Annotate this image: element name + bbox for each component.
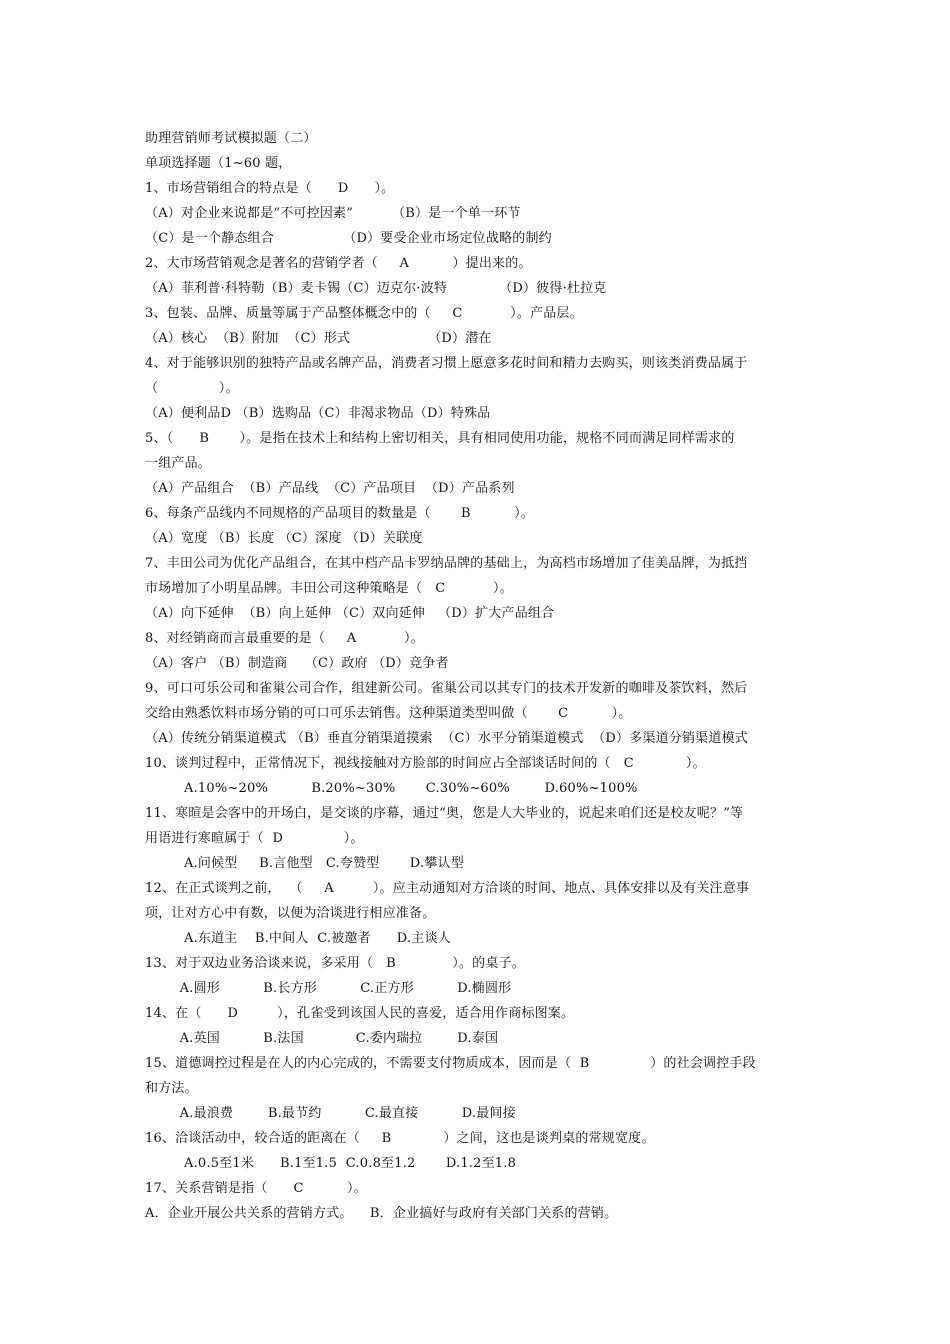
text-line: （A）向下延伸 （B）向上延伸 （C）双向延伸 （D）扩大产品组合 (145, 606, 555, 621)
text-line: 3、包装、品牌、质量等属于产品整体概念中的（ C ）。产品层。 (145, 306, 583, 321)
section-heading: 单项选择题（1~60 题， (145, 156, 292, 171)
text-line: （A）产品组合 （B）产品线 （C）产品项目 （D）产品系列 (145, 481, 515, 496)
text-line: 9、可口可乐公司和雀巢公司合作，组建新公司。雀巢公司以其专门的技术开发新的咖啡及茶饮料，然后 (145, 681, 748, 696)
text-line: （A）客户 （B）制造商 （C）政府 （D）竞争者 (145, 656, 449, 671)
text-line: A.最浪费 B.最节约 C.最直接 D.最间接 (145, 1106, 516, 1121)
text-line: 11、寒暄是会客中的开场白，是交谈的序幕，通过“奥，您是人大毕业的，说起来咱们还是校友呢？”等 (145, 806, 744, 821)
text-line: 项，让对方心中有数，以便为洽谈进行相应准备。 (145, 906, 436, 921)
text-line: 13、对于双边业务洽谈来说，多采用（ B ）。的桌子。 (145, 956, 525, 971)
text-line: （A）对企业来说都是“不可控因素” （B）是一个单一环节 (145, 206, 521, 221)
text-line: 市场增加了小明星品牌。丰田公司这种策略是（ C ）。 (145, 581, 513, 596)
text-line: 5、（ B ）。是指在技术上和结构上密切相关，具有相同使用功能，规格不同而满足同样需求的 (145, 431, 735, 446)
text-line: 17、关系营销是指（ C ）。 (145, 1181, 367, 1196)
text-line: 2、大市场营销观念是著名的营销学者（ A ）提出来的。 (145, 256, 532, 271)
text-line: 1、市场营销组合的特点是（ D ）。 (145, 181, 395, 196)
text-line: （A）便利品D （B）选购品（C）非渴求物品（D）特殊品 (145, 406, 491, 421)
text-line: A.英国 B.法国 C.委内瑞拉 D.泰国 (145, 1031, 499, 1046)
text-line: A.10%~20% B.20%~30% C.30%~60% D.60%~100% (145, 781, 638, 796)
text-line: （A）核心 （B）附加 （C）形式 （D）潜在 (145, 331, 492, 346)
text-line: 6、每条产品线内不同规格的产品项目的数量是（ B ）。 (145, 506, 534, 521)
text-line: 15、道德调控过程是在人的内心完成的，不需要支付物质成本，因而是（ B ）的社会调控手段 (145, 1056, 756, 1071)
text-line: A.问候型 B.言他型 C.夸赞型 D.攀认型 (145, 856, 464, 871)
text-line: 7、丰田公司为优化产品组合，在其中档产品卡罗纳品牌的基础上，为高档市场增加了佳美品牌，为抵挡 (145, 556, 748, 571)
text-line: （ ）。 (145, 381, 239, 396)
text-line: 12、在正式谈判之前， （ A ）。应主动通知对方洽谈的时间、地点、具体安排以及有关注意事 (145, 881, 750, 896)
text-line: （A）宽度 （B）长度 （C）深度 （D）关联度 (145, 531, 423, 546)
document-title: 助理营销师考试模拟题（二） (145, 131, 317, 146)
text-line: A.东道主 B.中间人 C.被邀者 D.主谈人 (145, 931, 451, 946)
text-line: 8、对经销商而言最重要的是（ A ）。 (145, 631, 424, 646)
text-line: 交给由熟悉饮料市场分销的可口可乐去销售。这种渠道类型叫做（ C ）。 (145, 706, 632, 721)
text-line: 和方法。 (145, 1081, 198, 1096)
text-line: （A）菲利普·科特勒（B）麦卡锡（C）迈克尔·波特 （D）彼得·杜拉克 (145, 281, 607, 296)
text-line: 16、洽谈活动中，较合适的距离在（ B ）之间，这也是谈判桌的常规宽度。 (145, 1131, 655, 1146)
text-line: 用语进行寒暄属于（ D ）。 (145, 831, 364, 846)
text-line: （C）是一个静态组合 （D）要受企业市场定位战略的制约 (145, 231, 552, 246)
text-line: 一组产品。 (145, 456, 212, 471)
text-line: A．企业开展公共关系的营销方式。 B．企业搞好与政府有关部门关系的营销。 (145, 1206, 618, 1221)
text-line: 10、谈判过程中，正常情况下，视线接触对方脸部的时间应占全部谈话时间的（ C ）。 (145, 756, 706, 771)
text-line: A.圆形 B.长方形 C.正方形 D.椭圆形 (145, 981, 512, 996)
text-line: （A）传统分销渠道模式 （B）垂直分销渠道摸索 （C）水平分销渠道模式 （D）多渠道分销渠道模式 (145, 731, 748, 746)
text-line: A.0.5至1米 B.1至1.5 C.0.8至1.2 D.1.2至1.8 (145, 1156, 517, 1171)
text-line: 4、对于能够识别的独特产品或名牌产品，消费者习惯上愿意多花时间和精力去购买，则该类消费品属于 (145, 356, 748, 371)
text-line: 14、在（ D ），孔雀受到该国人民的喜爱，适合用作商标图案。 (145, 1006, 575, 1021)
